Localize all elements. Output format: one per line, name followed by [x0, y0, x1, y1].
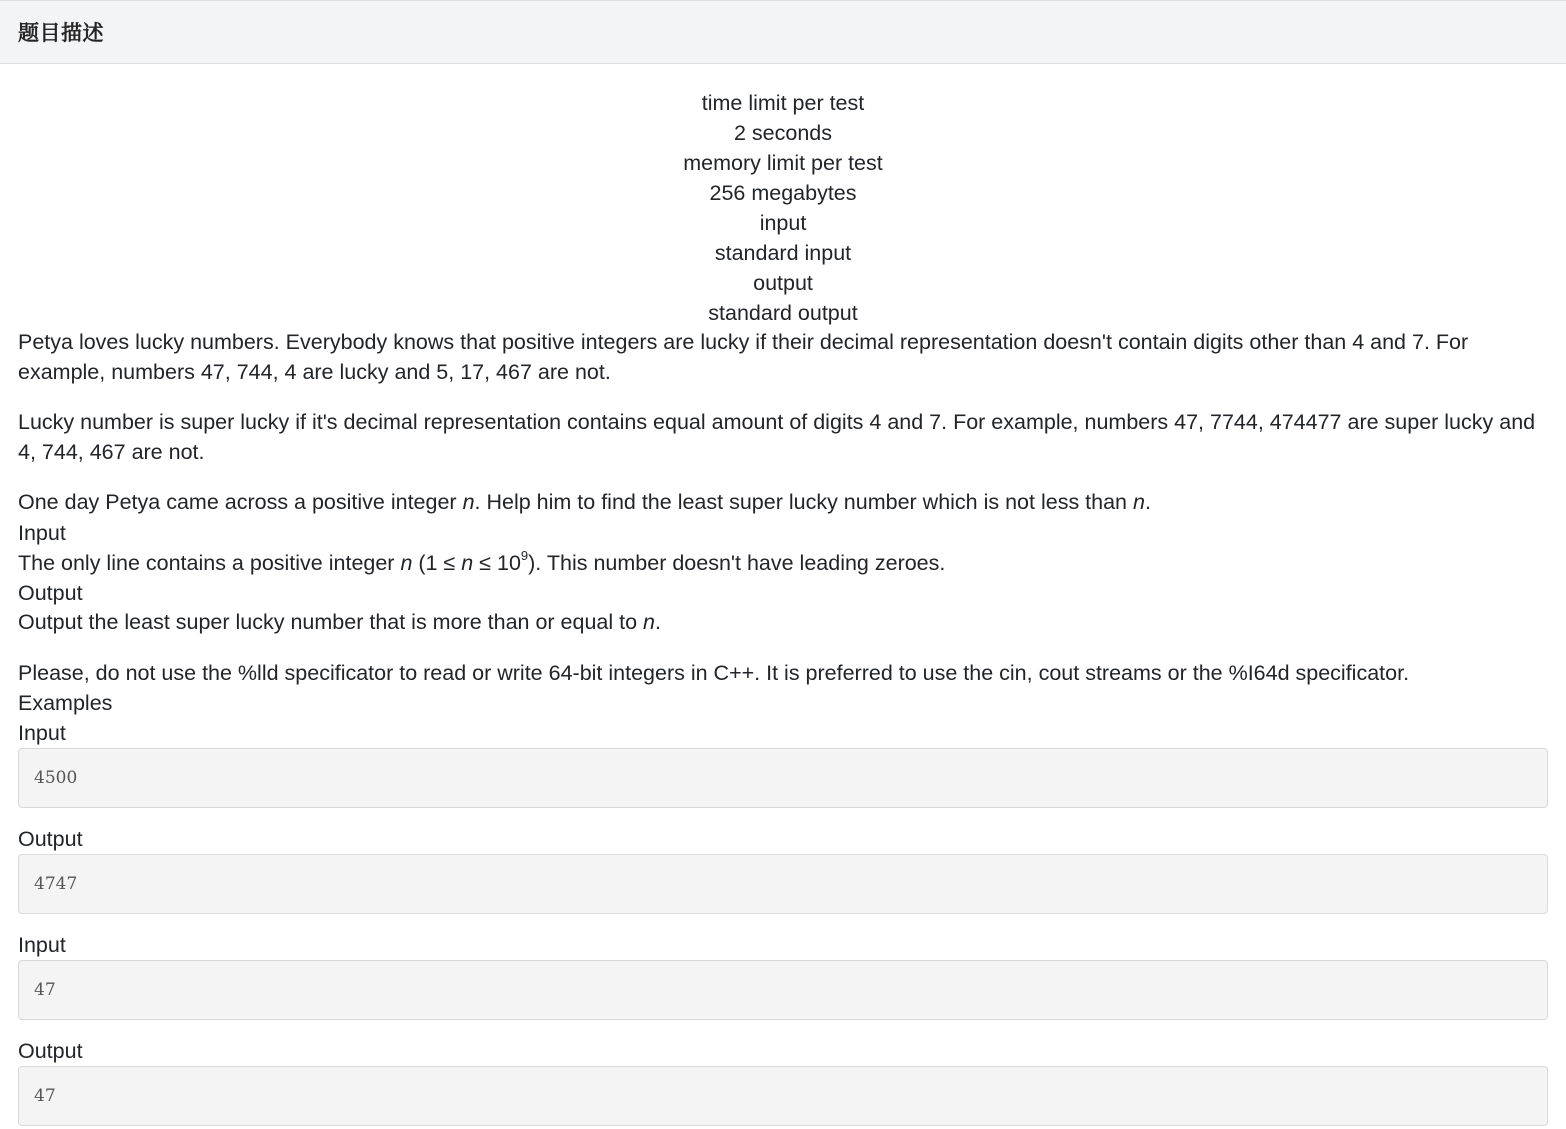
- sample-input-value: 4500: [34, 768, 78, 788]
- input-spec-text: The only line contains a positive integer: [18, 550, 401, 575]
- note-text: Please, do not use the %lld specificator to read or write 64-bit integers in C++. It is preferred to use the cin, cout streams or the %I64d specificator.: [18, 661, 1410, 685]
- output-file-title: output: [753, 271, 813, 295]
- examples-title: Examples: [18, 691, 113, 715]
- statement-paragraph-3: [18, 488, 1548, 518]
- range-open: (1 ≤: [412, 550, 462, 575]
- sample-output-box[interactable]: [18, 854, 1548, 914]
- output-specification: [18, 608, 1548, 638]
- statement-paragraph-2: Lucky number is super lucky if it's decimal representation contains equal amount of digits 4 and 7. For example, numbers 47, 7744, 474477 are super lucky and 4, 744, 467 are not.: [18, 410, 1536, 464]
- sample-input-box[interactable]: [18, 960, 1548, 1020]
- sample-output-value: 47: [34, 1086, 56, 1106]
- time-limit-value: 2 seconds: [733, 121, 832, 145]
- statement-text: .: [1144, 490, 1151, 514]
- variable-n: n: [1133, 490, 1145, 514]
- problem-statement: [0, 64, 1566, 1126]
- statement-text: One day Petya came across a positive integer: [18, 490, 463, 514]
- statement-text: . Help him to find the least super lucky number which is not less than: [474, 490, 1133, 514]
- sample-input-label: Input: [18, 721, 66, 745]
- variable-n: n: [643, 609, 656, 634]
- range-mid: ≤ 10: [473, 550, 521, 575]
- sample-output-label: Output: [18, 827, 83, 851]
- exponent: 9: [520, 548, 529, 564]
- input-spec-text: ). This number doesn't have leading zeroes.: [528, 550, 946, 575]
- sample-output-box[interactable]: [18, 1066, 1548, 1126]
- time-limit-title: time limit per test: [701, 91, 865, 115]
- sample-input-box[interactable]: [18, 748, 1548, 808]
- panel-title: 题目描述: [18, 22, 104, 45]
- input-file-value: standard input: [714, 241, 852, 265]
- variable-n: n: [400, 550, 413, 575]
- problem-limits-header: [18, 88, 1548, 328]
- sample-input-label: Input: [18, 933, 66, 957]
- output-spec-text: Output the least super lucky number that is more than or equal to: [18, 609, 644, 634]
- sample-input-value: 47: [34, 980, 56, 1000]
- sample-test-1: [18, 718, 1548, 914]
- variable-n: n: [461, 550, 474, 575]
- input-file-title: input: [759, 211, 807, 235]
- memory-limit-title: memory limit per test: [683, 151, 883, 175]
- output-section-title: Output: [18, 580, 83, 605]
- sample-output-label: Output: [18, 1039, 83, 1063]
- variable-n: n: [462, 490, 475, 514]
- output-file-value: standard output: [708, 301, 858, 325]
- panel-header: [0, 1, 1566, 64]
- sample-output-value: 4747: [34, 874, 78, 894]
- memory-limit-value: 256 megabytes: [709, 181, 857, 205]
- sample-test-2: [18, 930, 1548, 1126]
- output-spec-text: .: [655, 609, 661, 634]
- statement-paragraph-1: Petya loves lucky numbers. Everybody knows that positive integers are lucky if their decimal representation doesn't contain digits other than 4 and 7. For example, numbers 47, 744, 4 are lucky and 5, 17, 467 are not.: [18, 330, 1469, 384]
- input-specification: [18, 548, 1548, 578]
- input-section-title: Input: [18, 520, 66, 545]
